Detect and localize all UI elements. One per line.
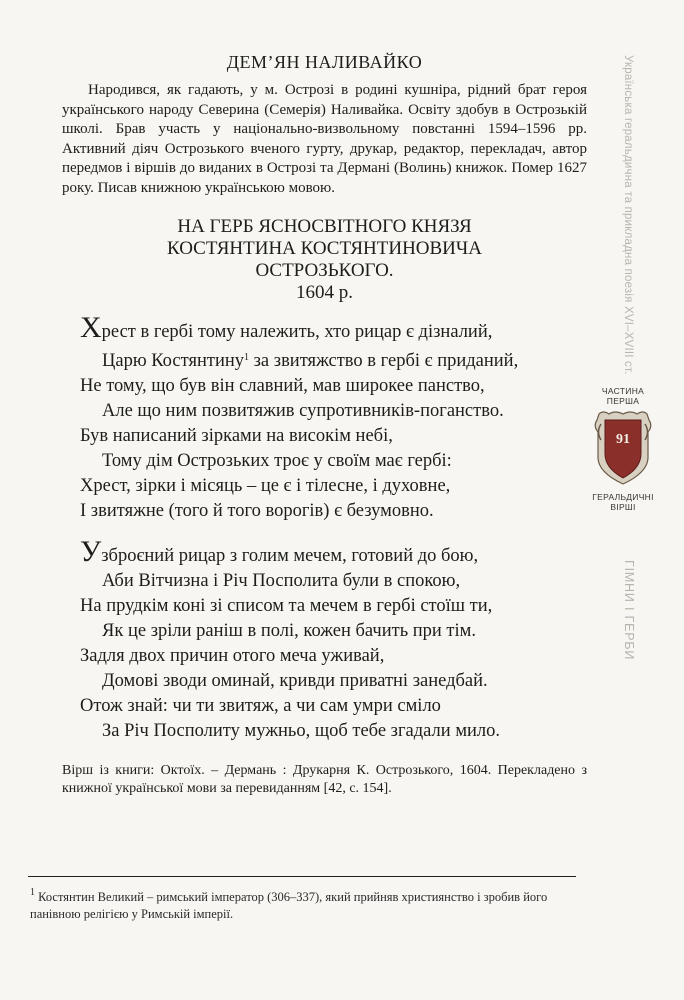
stanza-1 bbox=[80, 311, 587, 524]
poem-title-line-1: НА ГЕРБ ЯСНОСВІТНОГО КНЯЗЯ bbox=[177, 216, 472, 237]
footnote-reference[interactable]: 1 bbox=[244, 352, 249, 363]
initial-letter: У bbox=[80, 535, 102, 568]
verse-line: Аби Вітчизна і Річ Посполита були в спокою, bbox=[102, 571, 461, 591]
main-column bbox=[62, 52, 587, 812]
verse-line: За Річ Посполиту мужньо, щоб тебе згадали мило. bbox=[102, 721, 501, 741]
verse-line: Домові зводи оминай, кривди приватні занедбай. bbox=[102, 671, 488, 691]
section-label: ГЕРАЛЬДИЧНІ ВІРШІ bbox=[592, 492, 654, 512]
verse-line: Узброєний рицар з голим мечем, готовий до бою, bbox=[80, 535, 479, 568]
side-margin bbox=[588, 50, 658, 661]
poem-year: 1604 р. bbox=[296, 282, 353, 303]
series-title: ГІМНИ І ГЕРБИ bbox=[622, 560, 636, 661]
footnote bbox=[30, 884, 578, 923]
verse-line: Задля двох причин отого меча уживай, bbox=[80, 646, 385, 666]
footnote-mark: 1 bbox=[30, 887, 35, 898]
verse-line: Хрест, зірки і місяць – це є і тілесне, і духовне, bbox=[80, 476, 451, 496]
chapter-label: ЧАСТИНА ПЕРША bbox=[601, 386, 645, 406]
footnote-divider bbox=[28, 876, 576, 877]
crest-shape bbox=[593, 408, 653, 488]
poem-title-line-3: ОСТРОЗЬКОГО. bbox=[255, 260, 394, 281]
author-biography: Народився, як гадають, у м. Острозі в родині кушніра, рідний брат героя українського народу Северина (Семерія) Наливайка. Освіту здобув в Острозькій школі. Брав участь у національно-визвольному повстанні 1594–1596 рр. Активний діяч Острозького вченого гурту, друкар, редактор, перекладач, автор передмов і віршів до виданих в Острозі та Дермані (Волинь) книжок. Помер 1627 року. Писав книжною українською мовою. bbox=[62, 82, 587, 196]
verse-line: Не тому, що був він славний, мав широкее панство, bbox=[80, 376, 485, 396]
verse-line: Тому дім Острозьких троє у своїм має гербі: bbox=[102, 451, 452, 471]
poem-title bbox=[62, 216, 587, 304]
crest-icon bbox=[593, 408, 653, 488]
verse-line: Був написаний зірками на високім небі, bbox=[80, 426, 393, 446]
verse-line: Хрест в гербі тому належить, хто рицар є дізналий, bbox=[80, 311, 493, 344]
page-number: 91 bbox=[616, 432, 630, 447]
poem-title-line-2: КОСТЯНТИНА КОСТЯНТИНОВИЧА bbox=[167, 238, 482, 259]
verse-line: Царю Костянтину$^1$ за звитяжство в гербі є приданий, bbox=[102, 351, 519, 371]
author-heading: ДЕМ’ЯН НАЛИВАЙКО bbox=[226, 52, 423, 72]
verse-line: Як це зріли раніш в полі, кожен бачить при тім. bbox=[102, 621, 476, 641]
verse-line: І звитяжне (того й того ворогів) є безумовно. bbox=[80, 501, 434, 521]
running-title: Українська геральдична та прикладна поезія XVI–XVIII ст. bbox=[622, 55, 634, 375]
footnote-text: Костянтин Великий – римський імператор (306–337), який прийняв християнство і зробив його панівною релігією у Римській імперії. bbox=[30, 890, 548, 921]
stanza-2 bbox=[80, 535, 587, 744]
verse-line: Отож знай: чи ти звитяж, а чи сам умри сміло bbox=[80, 696, 441, 716]
source-note: Вірш із книги: Октоїх. – Дермань : Друкарня К. Острозького, 1604. Перекладено з книжної української мови за перевиданням [42, с. 154]. bbox=[62, 763, 587, 796]
verse-line: Але що ним позвитяжив супротивників-поганство. bbox=[102, 401, 504, 421]
verse-line: На прудкім коні зі списом та мечем в гербі стоїш ти, bbox=[80, 596, 493, 616]
initial-letter: Х bbox=[80, 311, 102, 344]
